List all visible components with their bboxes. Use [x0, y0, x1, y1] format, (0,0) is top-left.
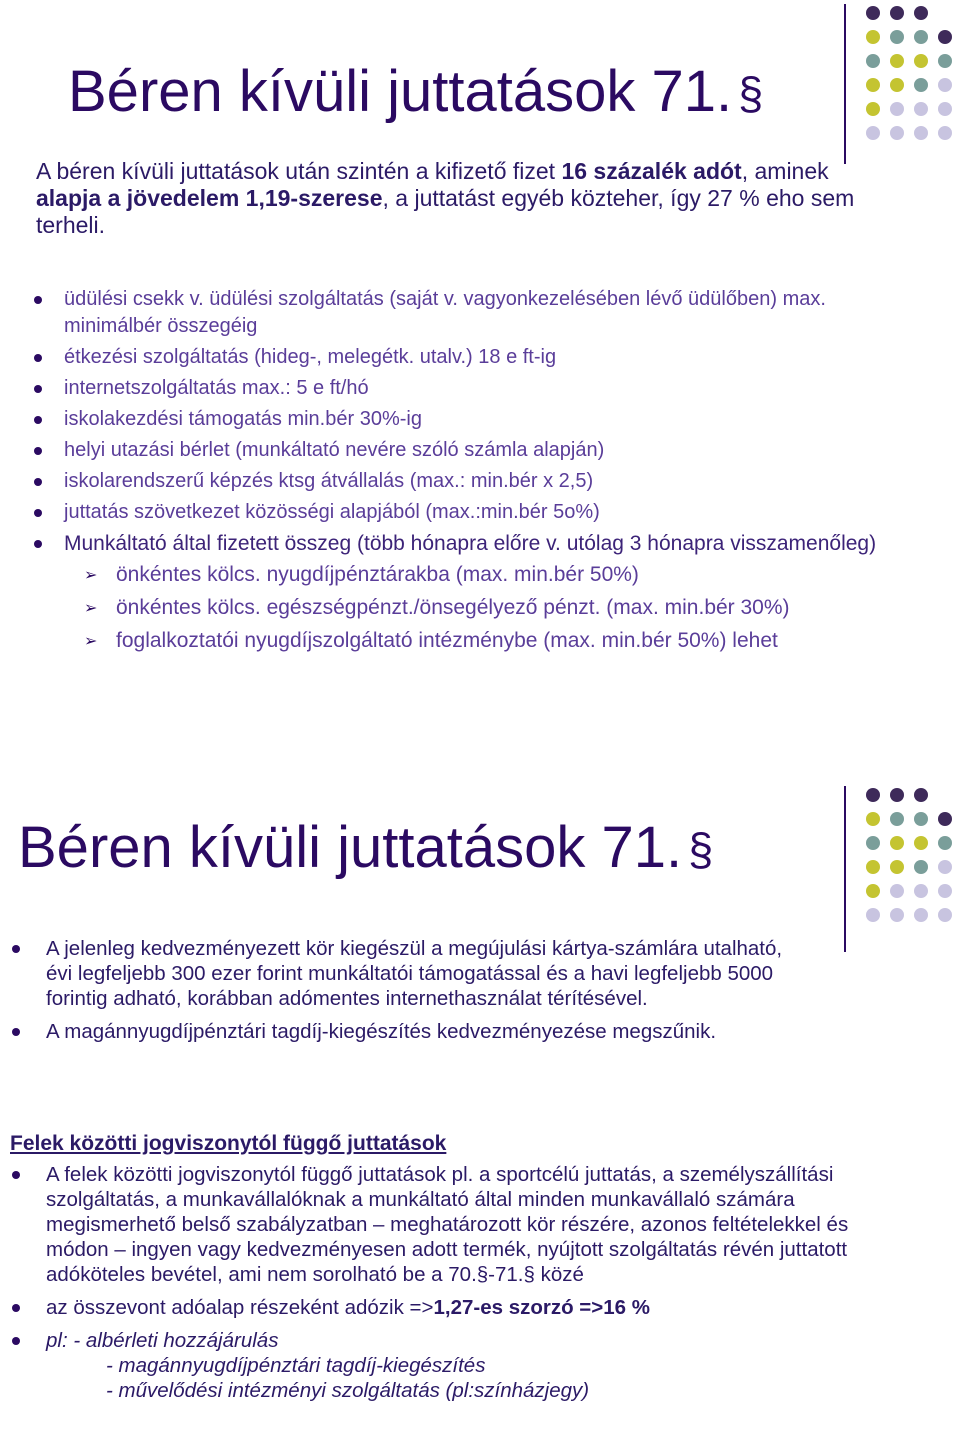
- decorative-dot: [890, 860, 904, 874]
- decorative-dot: [890, 30, 904, 44]
- decorative-dot: [914, 812, 928, 826]
- decorative-dot: [914, 884, 928, 898]
- list-item-text: Munkáltató által fizetett összeg (több hónapra előre v. utólag 3 hónapra visszamenőleg): [64, 532, 877, 555]
- sub-list-item: ➢ önkéntes kölcs. nyugdíjpénztárakba (max. min.bér 50%): [84, 561, 914, 588]
- sub-list-item: ➢ foglalkoztatói nyugdíjszolgáltató intézménybe (max. min.bér 50%) lehet: [84, 627, 914, 654]
- decorative-dot: [890, 6, 904, 20]
- decorative-dot-grid: [866, 6, 960, 156]
- list-item: iskolarendszerű képzés ktsg átvállalás (max.: min.bér x 2,5): [34, 468, 914, 495]
- sub-list: [84, 561, 914, 654]
- decorative-dot: [938, 908, 952, 922]
- list-item: A magánnyugdíjpénztári tagdíj-kiegészítés kedvezményezése megszűnik.: [12, 1019, 812, 1044]
- list-item: étkezési szolgáltatás (hideg-, melegétk. utalv.) 18 e ft-ig: [34, 344, 914, 371]
- decorative-dot: [890, 102, 904, 116]
- decorative-dot: [914, 860, 928, 874]
- decorative-dot: [866, 812, 880, 826]
- slide-2: [0, 770, 960, 1448]
- decorative-dot: [914, 126, 928, 140]
- change-list: [12, 936, 812, 1052]
- list-item: helyi utazási bérlet (munkáltató nevére szóló számla alapján): [34, 437, 914, 464]
- decorative-dot: [890, 908, 904, 922]
- decorative-dot: [866, 836, 880, 850]
- section-sign: §: [688, 823, 714, 875]
- list-item-examples: [12, 1328, 902, 1403]
- decorative-dot: [890, 54, 904, 68]
- decorative-dot: [938, 30, 952, 44]
- decorative-dot: [938, 78, 952, 92]
- benefit-list: [34, 286, 914, 660]
- intro-paragraph: A béren kívüli juttatások után szintén a kifizető fizet 16 százalék adót, aminek alapja a jövedelem 1,19-szerese, a juttatást egyéb közteher, így 27 % eho sem terheli.: [36, 158, 855, 238]
- decorative-dot: [866, 6, 880, 20]
- decorative-dot: [914, 54, 928, 68]
- example-line: - magánnyugdíjpénztári tagdíj-kiegészítés: [106, 1354, 486, 1377]
- decorative-dot: [914, 78, 928, 92]
- decorative-dot: [914, 788, 928, 802]
- decorative-dot: [938, 812, 952, 826]
- list-item: juttatás szövetkezet közösségi alapjából (max.:min.bér 5o%): [34, 499, 914, 526]
- decorative-dot: [866, 30, 880, 44]
- slide-title: Béren kívüli juttatások 71. §: [18, 815, 714, 880]
- decorative-dot: [890, 836, 904, 850]
- decorative-dot: [938, 884, 952, 898]
- decorative-dot: [866, 126, 880, 140]
- decorative-dot: [890, 126, 904, 140]
- decorative-dot: [866, 908, 880, 922]
- decorative-dot: [890, 812, 904, 826]
- title-divider-line: [844, 786, 846, 952]
- list-item-employer-payment: [34, 530, 914, 654]
- decorative-dot: [938, 54, 952, 68]
- decorative-dot: [866, 788, 880, 802]
- decorative-dot: [866, 54, 880, 68]
- decorative-dot: [914, 102, 928, 116]
- decorative-dot: [866, 860, 880, 874]
- list-item: iskolakezdési támogatás min.bér 30%-ig: [34, 406, 914, 433]
- list-item: A jelenleg kedvezményezett kör kiegészül a megújulási kártya-számlára utalható, évi legfeljebb 300 ezer forint munkáltatói támogatással és a havi legfeljebb 5000 forintig adható, korábban adómentes internethasználat térítésével.: [12, 936, 812, 1011]
- decorative-dot: [914, 836, 928, 850]
- title-divider-line: [844, 4, 846, 164]
- example-line: pl: - albérleti hozzájárulás: [46, 1329, 279, 1352]
- decorative-dot: [890, 884, 904, 898]
- section-sign: §: [738, 67, 764, 119]
- decorative-dot: [938, 102, 952, 116]
- list-item: internetszolgáltatás max.: 5 e ft/hó: [34, 375, 914, 402]
- decorative-dot: [938, 126, 952, 140]
- list-item: üdülési csekk v. üdülési szolgáltatás (saját v. vagyonkezelésében lévő üdülőben) max. minimálbér összegéig: [34, 286, 914, 340]
- decorative-dot: [890, 78, 904, 92]
- list-item: A felek közötti jogviszonytól függő juttatások pl. a sportcélú juttatás, a személyszállítási szolgáltatás, a munkavállalóknak a munkáltató által minden munkavállaló számára megismerhető belső szabályzatban – meghatározott kör részére, azonos feltételekkel és módon – ingyen vagy kedvezményesen adott termék, nyújtott szolgáltatás révén juttatott adóköteles bevétel, ami nem sorolható be a 70.§-71.§ közé: [12, 1162, 902, 1287]
- sub-list-item: ➢ önkéntes kölcs. egészségpénzt./önsegélyező pénzt. (max. min.bér 30%): [84, 594, 914, 621]
- decorative-dot: [914, 6, 928, 20]
- decorative-dot: [890, 788, 904, 802]
- decorative-dot: [914, 30, 928, 44]
- list-item-tax: az összevont adóalap részeként adózik =>1,27-es szorzó =>16 %: [12, 1295, 902, 1320]
- decorative-dot: [914, 908, 928, 922]
- decorative-dot-grid: [866, 788, 960, 938]
- slide-title: Béren kívüli juttatások 71. §: [68, 59, 764, 124]
- example-line: - művelődési intézményi szolgáltatás (pl:színházjegy): [106, 1379, 590, 1402]
- decorative-dot: [866, 884, 880, 898]
- decorative-dot: [866, 102, 880, 116]
- decorative-dot: [938, 860, 952, 874]
- decorative-dot: [938, 836, 952, 850]
- section-heading: Felek közötti jogviszonytól függő juttatások: [10, 1132, 447, 1155]
- relationship-benefits-list: [12, 1162, 902, 1411]
- decorative-dot: [866, 78, 880, 92]
